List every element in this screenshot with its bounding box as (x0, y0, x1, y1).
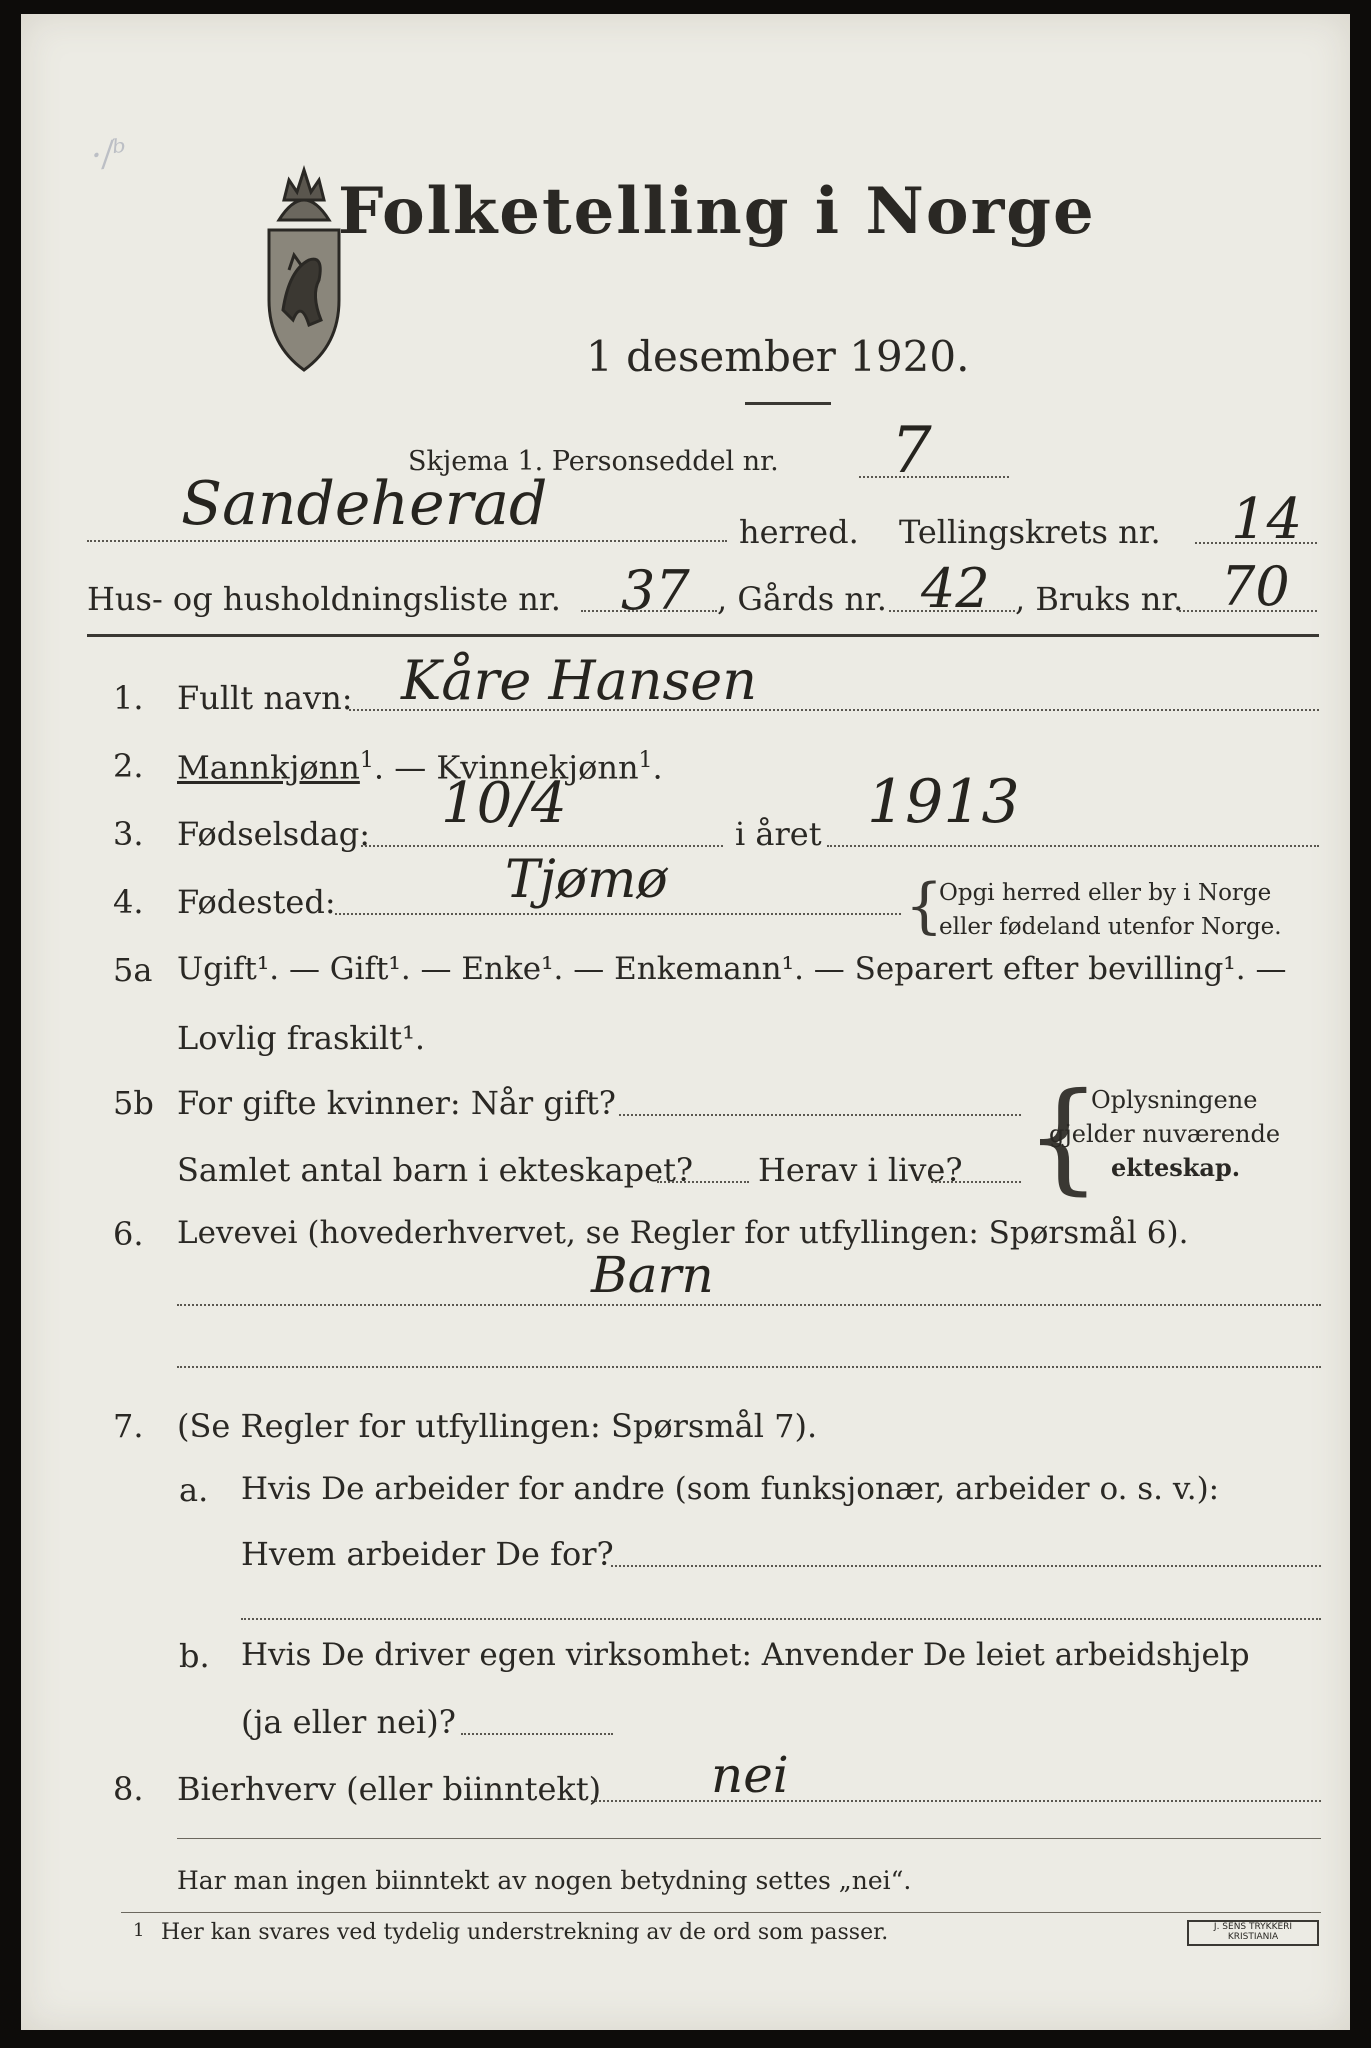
full-name-label: Fullt navn: (177, 679, 353, 717)
census-form (21, 14, 1350, 2030)
field-7b-number: b. (179, 1637, 210, 1675)
female-option[interactable]: Kvinnekjønn (436, 748, 639, 787)
herred-value[interactable]: Sandeherad (181, 469, 548, 539)
male-option[interactable]: Mannkjønn (177, 748, 360, 787)
bruks-value[interactable]: 70 (1221, 555, 1290, 618)
hus-value[interactable]: 37 (621, 559, 690, 622)
full-name-value[interactable]: Kåre Hansen (401, 649, 757, 712)
side-income-value[interactable]: nei (711, 1746, 789, 1804)
field-7-number: 7. (113, 1407, 144, 1445)
birthdate-line (361, 845, 723, 847)
children-alive-line (931, 1181, 1021, 1183)
children-alive-label: Herav i live? (758, 1151, 963, 1189)
footnote-ref: 1 (638, 748, 653, 773)
married-when-line (619, 1114, 1021, 1116)
footnote-text: Her kan svares ved tydelig understrekning av de ord som passer. (161, 1920, 889, 1945)
hus-label: Hus- og husholdningsliste nr. (87, 580, 561, 618)
gards-value[interactable]: 42 (921, 557, 990, 620)
children-total-line (657, 1181, 749, 1183)
form-title: Folketelling i Norge (338, 174, 1096, 249)
field-3-number: 3. (113, 815, 144, 853)
personseddel-line (859, 476, 1009, 478)
marriage-brace: { (1025, 1068, 1102, 1207)
side-income-note: Har man ingen biinntekt av nogen betydning settes „nei“. (177, 1866, 912, 1895)
marital-status-options[interactable]: Ugift¹. — Gift¹. — Enke¹. — Enkemann¹. — Separert efter bevilling¹. — (177, 951, 1287, 987)
birthplace-brace: { (905, 871, 944, 941)
herred-label: herred. (739, 513, 859, 551)
field-2-number: 2. (113, 747, 144, 785)
birthplace-note-1: Opgi herred eller by i Norge (939, 880, 1272, 906)
tellingskrets-label: Tellingskrets nr. (899, 513, 1161, 551)
footnote-ref: 1 (359, 748, 374, 773)
separator: . — (373, 748, 437, 787)
marriage-note-2: gjelder nuværende (1049, 1120, 1281, 1148)
side-income-line (591, 1800, 1321, 1802)
header-rule (87, 634, 1319, 637)
field-1-number: 1. (113, 679, 144, 717)
printer-stamp (1187, 1920, 1319, 1946)
children-total-label: Samlet antal barn i ekteskapet? (177, 1151, 694, 1189)
birth-year-line (827, 845, 1319, 847)
occupation-value[interactable]: Barn (591, 1246, 714, 1304)
occupation-line-2 (177, 1366, 1321, 1368)
hired-help-question: Hvis De driver egen virksomhet: Anvender De leiet arbeidshjelp (241, 1637, 1250, 1673)
field-7a-number: a. (179, 1471, 209, 1509)
field-5b-number: 5b (113, 1084, 154, 1122)
hired-help-line (461, 1733, 613, 1735)
bottom-rule (177, 1838, 1321, 1839)
work-section-label: (Se Regler for utfyllingen: Spørsmål 7). (177, 1407, 818, 1445)
printer-mark: J. SENS TRYKKERI KRISTIANIA (1213, 1922, 1293, 1942)
title-divider (745, 402, 831, 405)
marriage-note-1: Oplysningene (1091, 1086, 1258, 1114)
footnote-number: 1 (133, 1920, 145, 1941)
birthplace-label: Fødested: (177, 883, 336, 921)
marriage-note-3: ekteskap. (1111, 1153, 1241, 1182)
employer-question: Hvis De arbeider for andre (som funksjonær, arbeider o. s. v.): (241, 1471, 1220, 1507)
employer-line-2 (241, 1618, 1321, 1620)
birth-year-value[interactable]: 1913 (867, 767, 1020, 837)
birthdate-label: Fødselsdag: (177, 815, 371, 853)
occupation-line-1 (177, 1304, 1321, 1306)
hired-help-label: (ja eller nei)? (241, 1703, 456, 1741)
census-date: 1 desember 1920. (586, 332, 970, 381)
married-when-label: For gifte kvinner: Når gift? (177, 1084, 616, 1122)
field-8-number: 8. (113, 1770, 144, 1808)
herred-line (87, 540, 727, 542)
sex-options (177, 748, 663, 787)
birthplace-note-2: eller fødeland utenfor Norge. (939, 914, 1282, 940)
bruks-label: , Bruks nr. (1015, 580, 1184, 618)
tellingskrets-value[interactable]: 14 (1231, 487, 1303, 552)
gards-label: , Gårds nr. (717, 580, 887, 618)
side-income-label: Bierhverv (eller biinntekt) (177, 1770, 602, 1808)
field-6-number: 6. (113, 1215, 144, 1253)
schema-label: Skjema 1. Personseddel nr. (408, 446, 779, 477)
birthplace-value[interactable]: Tjømø (505, 850, 668, 910)
field-4-number: 4. (113, 883, 144, 921)
footnote-rule (121, 1912, 1321, 1913)
personseddel-nr-value[interactable]: 7 (891, 414, 932, 488)
separator: . (652, 748, 663, 787)
employer-line (611, 1565, 1321, 1567)
birth-year-label: i året (735, 815, 822, 853)
occupation-label: Levevei (hovederhvervet, se Regler for utfyllingen: Spørsmål 6). (177, 1215, 1189, 1251)
bleed-through-marks: ·/ᵇ (88, 131, 130, 177)
employer-label: Hvem arbeider De for? (241, 1535, 614, 1573)
field-5a-number: 5a (113, 951, 153, 989)
birthdate-value[interactable]: 10/4 (441, 771, 567, 836)
marital-status-options-2[interactable]: Lovlig fraskilt¹. (177, 1019, 426, 1057)
birthplace-line (335, 913, 901, 915)
